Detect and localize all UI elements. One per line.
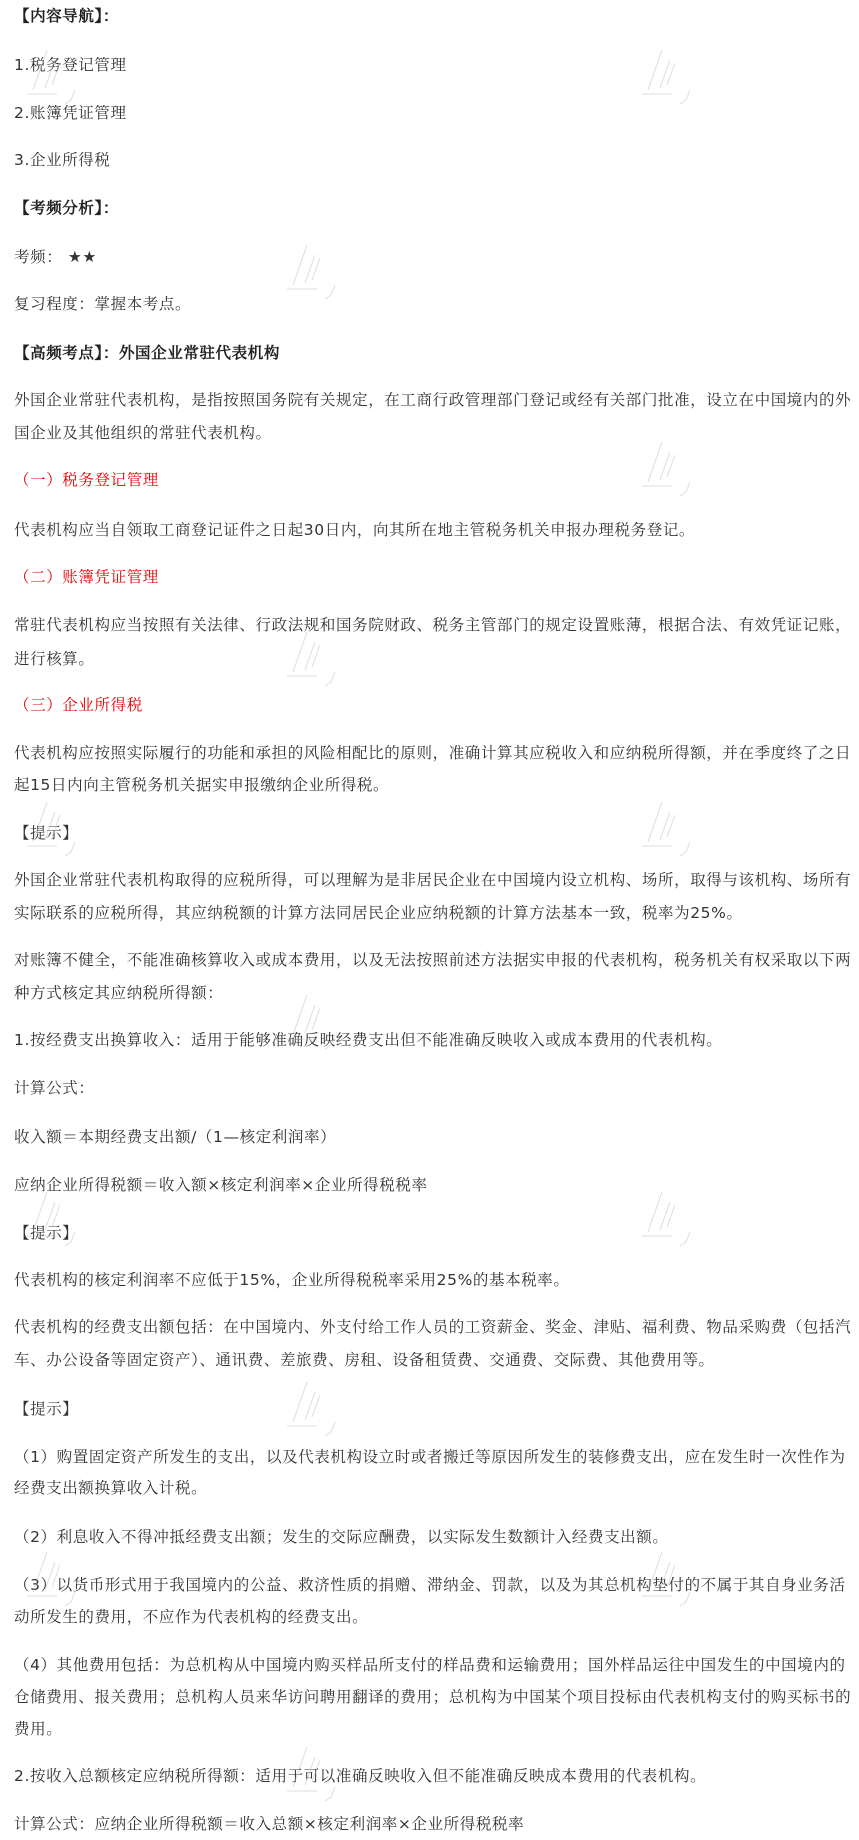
tip-text: 代表机构的核定利润率不应低于15%，企业所得税税率采用25%的基本税率。 bbox=[14, 1271, 570, 1289]
watermark-icon bbox=[285, 993, 355, 1053]
topic-heading: 【高频考点】：外国企业常驻代表机构 bbox=[14, 344, 280, 362]
formula-label: 计算公式： bbox=[14, 1079, 95, 1097]
tip-item: （3）以货币形式用于我国境内的公益、救济性质的捐赠、滞纳金、罚款，以及为其总机构垫付的不属于其自身业务活 bbox=[14, 1576, 846, 1594]
watermark-icon bbox=[285, 630, 355, 690]
watermark-icon bbox=[640, 1550, 710, 1610]
topic-intro: 国企业及其他组织的常驻代表机构。 bbox=[14, 424, 272, 442]
tip-item: 仓储费用、报关费用；总机构人员来华访问聘用翻译的费用；总机构为中国某个项目投标由代表机构支付的购买标书的 bbox=[14, 1688, 852, 1706]
tip-text: 种方式核定其应纳税所得额： bbox=[14, 984, 224, 1002]
section-title: （三）企业所得税 bbox=[14, 696, 143, 714]
tip-item: 动所发生的费用，不应作为代表机构的经费支出。 bbox=[14, 1608, 369, 1626]
watermark-icon bbox=[285, 243, 355, 303]
section-body: 进行核算。 bbox=[14, 650, 95, 668]
frequency-rating: 考频： ★★ bbox=[14, 248, 97, 266]
tip-item: （4）其他费用包括：为总机构从中国境内购买样品所支付的样品费和运输费用；国外样品运往中国发生的中国境内的 bbox=[14, 1656, 846, 1674]
tip-label: 【提示】 bbox=[14, 824, 79, 842]
tip-item: 费用。 bbox=[14, 1720, 63, 1738]
topic-intro: 外国企业常驻代表机构，是指按照国务院有关规定，在工商行政管理部门登记或经有关部门批准，设立在中国境内的外 bbox=[14, 391, 852, 409]
nav-heading: 【内容导航】： bbox=[14, 7, 119, 25]
section-title: （二）账簿凭证管理 bbox=[14, 568, 159, 586]
nav-item: 1.税务登记管理 bbox=[14, 56, 127, 74]
tip-item: （1）购置固定资产所发生的支出，以及代表机构设立时或者搬迁等原因所发生的装修费支出，应在发生时一次性作为 bbox=[14, 1448, 846, 1466]
watermark-icon bbox=[640, 48, 710, 108]
formula: 收入额＝本期经费支出额/（1—核定利润率） bbox=[14, 1128, 337, 1146]
tip-text: 对账簿不健全，不能准确核算收入或成本费用，以及无法按照前述方法据实申报的代表机构，税务机关有权采取以下两 bbox=[14, 951, 852, 969]
tip-text: 代表机构的经费支出额包括：在中国境内、外支付给工作人员的工资薪金、奖金、津贴、福利费、物品采购费（包括汽 bbox=[14, 1318, 852, 1336]
formula: 计算公式：应纳企业所得税额＝收入总额×核定利润率×企业所得税税率 bbox=[14, 1815, 525, 1833]
watermark-icon bbox=[640, 1190, 710, 1250]
section-body: 代表机构应当自领取工商登记证件之日起30日内，向其所在地主管税务机关申报办理税务登记。 bbox=[14, 521, 696, 539]
section-body: 常驻代表机构应当按照有关法律、行政法规和国务院财政、税务主管部门的规定设置账薄，根据合法、有效凭证记账， bbox=[14, 616, 852, 634]
section-title: （一）税务登记管理 bbox=[14, 471, 159, 489]
section-body: 代表机构应按照实际履行的功能和承担的风险相配比的原则，准确计算其应税收入和应纳税所得额，并在季度终了之日 bbox=[14, 744, 852, 762]
watermark-icon bbox=[640, 440, 710, 500]
watermark-icon bbox=[285, 1380, 355, 1440]
method-2: 2.按收入总额核定应纳税所得额：适用于可以准确反映收入但不能准确反映成本费用的代表机构。 bbox=[14, 1767, 707, 1785]
section-body: 起15日内向主管税务机关据实申报缴纳企业所得税。 bbox=[14, 776, 390, 794]
method-1: 1.按经费支出换算收入：适用于能够准确反映经费支出但不能准确反映收入或成本费用的代表机构。 bbox=[14, 1031, 723, 1049]
watermark-icon bbox=[25, 1190, 95, 1250]
tip-text: 车、办公设备等固定资产）、通讯费、差旅费、房租、设备租赁费、交通费、交际费、其他费用等。 bbox=[14, 1351, 715, 1369]
tip-text: 外国企业常驻代表机构取得的应税所得，可以理解为是非居民企业在中国境内设立机构、场所，取得与该机构、场所有 bbox=[14, 871, 852, 889]
formula: 应纳企业所得税额＝收入额×核定利润率×企业所得税税率 bbox=[14, 1176, 428, 1194]
review-level: 复习程度：掌握本考点。 bbox=[14, 295, 192, 313]
tip-item: （2）利息收入不得冲抵经费支出额；发生的交际应酬费，以实际发生数额计入经费支出额。 bbox=[14, 1528, 669, 1546]
tip-item: 经费支出额换算收入计税。 bbox=[14, 1479, 208, 1497]
tip-label: 【提示】 bbox=[14, 1400, 79, 1418]
tip-text: 实际联系的应税所得，其应纳税额的计算方法同居民企业应纳税额的计算方法基本一致，税率为25%。 bbox=[14, 904, 743, 922]
freq-heading: 【考频分析】： bbox=[14, 199, 119, 217]
watermark-icon bbox=[285, 1745, 355, 1805]
nav-item: 3.企业所得税 bbox=[14, 151, 111, 169]
watermark-icon bbox=[25, 800, 95, 860]
watermark-icon bbox=[25, 1550, 95, 1610]
watermark-icon bbox=[25, 48, 95, 108]
tip-label: 【提示】 bbox=[14, 1224, 79, 1242]
watermark-icon bbox=[640, 800, 710, 860]
nav-item: 2.账簿凭证管理 bbox=[14, 104, 127, 122]
